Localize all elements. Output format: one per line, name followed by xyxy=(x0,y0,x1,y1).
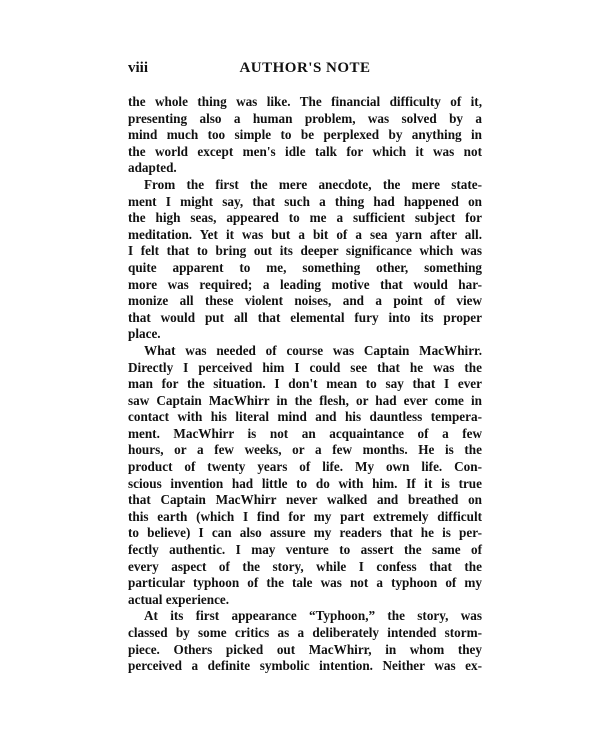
text-line: man for the situation. I don't mean to say that I ever xyxy=(128,376,482,392)
text-line: From the first the mere anecdote, the mere state- xyxy=(144,176,482,192)
text-line: the whole thing was like. The financial difficulty of it, xyxy=(128,94,482,109)
running-head: AUTHOR'S NOTE xyxy=(239,60,371,76)
text-line: to believe) I can also assure my readers that he is per- xyxy=(128,525,482,541)
text-line: meditation. Yet it was but a bit of a sea yarn after all. xyxy=(128,226,482,242)
paragraph xyxy=(128,177,482,343)
text-line: adapted. xyxy=(128,160,177,176)
text-line: this earth (which I find for my part extremely difficult xyxy=(128,508,482,524)
page-body xyxy=(128,94,482,675)
text-line: ment. MacWhirr is not an acquaintance of a few xyxy=(128,425,482,441)
text-line: place. xyxy=(128,326,161,342)
text-line: fectly authentic. I may venture to assert the same of xyxy=(128,542,482,558)
text-line: quite apparent to me, something other, something xyxy=(128,259,482,275)
text-line: actual experience. xyxy=(128,591,230,607)
text-line: I felt that to bring out its deeper significance which was xyxy=(128,243,482,259)
text-line: saw Captain MacWhirr in the flesh, or had ever come in xyxy=(128,392,482,408)
text-line: monize all these violent noises, and a point of view xyxy=(128,293,482,309)
text-line: particular typhoon of the tale was not a typhoon of my xyxy=(128,575,482,591)
text-line: Directly I perceived him I could see that he was the xyxy=(128,359,482,375)
book-page xyxy=(128,58,482,675)
paragraph xyxy=(128,608,482,674)
text-line: piece. Others picked out MacWhirr, in whom they xyxy=(128,641,482,657)
text-line: What was needed of course was Captain MacWhirr. xyxy=(144,342,482,358)
paragraph xyxy=(128,94,482,177)
text-line: ment I might say, that such a thing had happened on xyxy=(128,193,482,209)
text-line: hours, or a few weeks, or a few months. He is the xyxy=(128,442,482,458)
text-line: product of twenty years of life. My own life. Con- xyxy=(128,459,482,475)
text-line: At its first appearance “Typhoon,” the story, was xyxy=(144,608,482,624)
page-header xyxy=(128,58,482,82)
text-line: mind much too simple to be perplexed by anything in xyxy=(128,127,482,143)
paragraph xyxy=(128,343,482,609)
text-line: perceived a definite symbolic intention. Neither was ex- xyxy=(128,658,482,674)
text-line: that Captain MacWhirr never walked and breathed on xyxy=(128,492,482,508)
text-line: presenting also a human problem, was solved by a xyxy=(128,110,482,126)
text-line: contact with his literal mind and his dauntless tempera- xyxy=(128,409,482,425)
text-line: scious invention had little to do with him. If it is true xyxy=(128,475,482,491)
text-line: more was required; a leading motive that would har- xyxy=(128,276,482,292)
page-number: viii xyxy=(128,60,149,76)
text-line: the high seas, appeared to me a sufficient subject for xyxy=(128,210,482,226)
text-line: the world except men's idle talk for which it was not xyxy=(128,143,482,159)
text-line: classed by some critics as a deliberately intended storm- xyxy=(128,625,482,640)
text-line: every aspect of the story, while I confess that the xyxy=(128,558,482,574)
text-line: that would put all that elemental fury into its proper xyxy=(128,309,482,325)
